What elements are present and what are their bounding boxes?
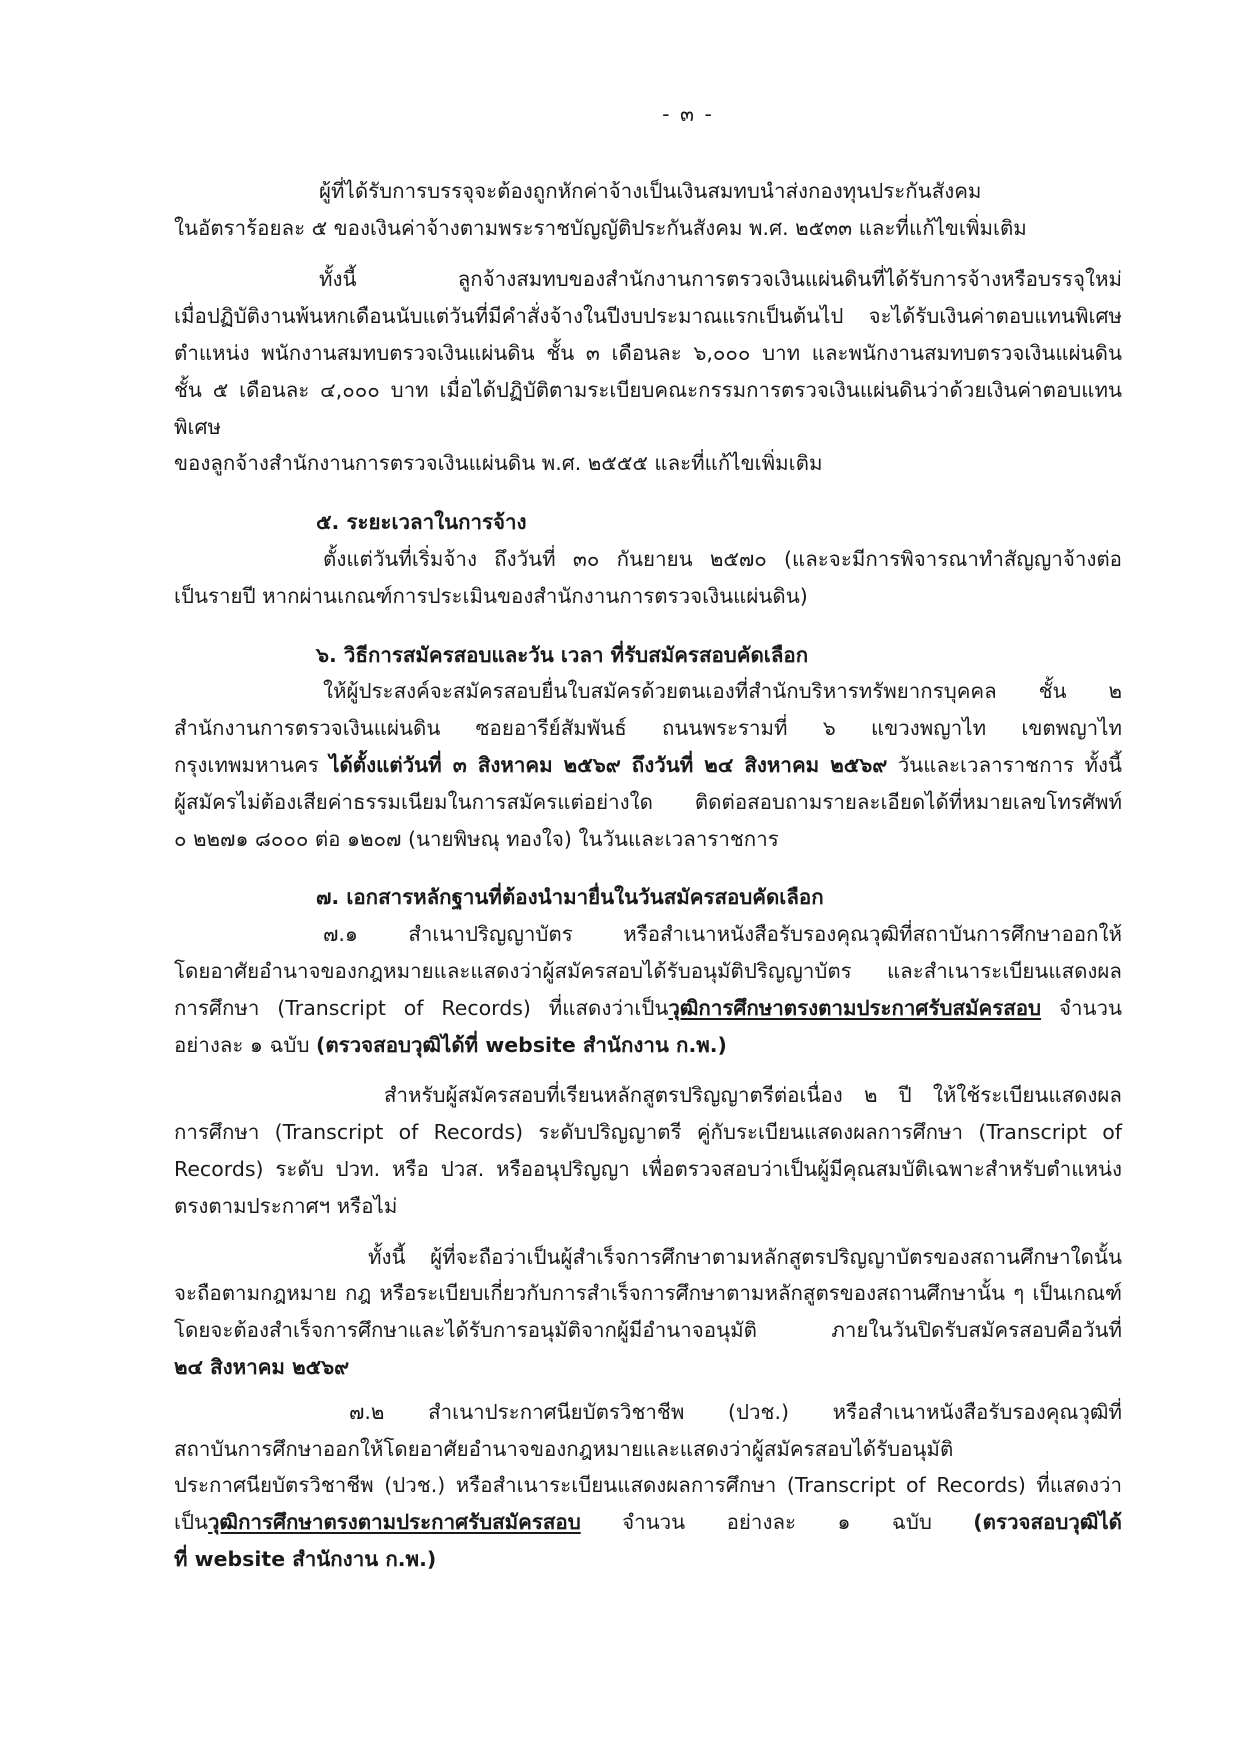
text-span: จำนวน — [1041, 995, 1122, 1020]
text-line — [174, 1504, 1122, 1541]
text-line: ทั้งนี้ ผู้ที่จะถือว่าเป็นผู้สำเร็จการศึกษาตามหลักสูตรปริญญาบัตรของสถานศึกษาใดนั้น — [368, 1244, 1122, 1269]
text-line — [174, 747, 1122, 784]
text-line: Records) ระดับ ปวท. หรือ ปวส. หรืออนุปริญญา เพื่อตรวจสอบว่าเป็นผู้มีคุณสมบัติเฉพาะสำหรับตำแหน่ง — [174, 1156, 1122, 1181]
text-line: เป็นรายปี หากผ่านเกณฑ์การประเมินของสำนักงานการตรวจเงินแผ่นดิน) — [174, 583, 808, 608]
verification-note: (ตรวจสอบวุฒิได้ที่ website สำนักงาน ก.พ.) — [315, 1032, 727, 1057]
qualification-emphasis: วุฒิการศึกษาตรงตามประกาศรับสมัครสอบ — [668, 995, 1042, 1020]
text-line: ผู้สมัครไม่ต้องเสียค่าธรรมเนียมในการสมัครแต่อย่างใด ติดต่อสอบถามรายละเอียดได้ที่หมายเลขโทรศัพท์ — [174, 789, 1122, 814]
item-7-2 — [174, 1394, 1122, 1578]
section-5-employment-period — [174, 504, 1122, 614]
text-line: ให้ผู้ประสงค์จะสมัครสอบยื่นใบสมัครด้วยตนเองที่สำนักบริหารทรัพยากรบุคคล ชั้น ๒ — [323, 679, 1122, 704]
text-line: ๗.๒ สำเนาประกาศนียบัตรวิชาชีพ (ปวช.) หรือสำเนาหนังสือรับรองคุณวุฒิที่ — [349, 1399, 1122, 1424]
text-span: เป็น — [174, 1510, 209, 1535]
text-span: จำนวน อย่างละ ๑ ฉบับ — [580, 1510, 974, 1535]
verification-note: (ตรวจสอบวุฒิได้ — [973, 1510, 1122, 1535]
text-line: ประกาศนียบัตรวิชาชีพ (ปวช.) หรือสำเนาระเบียนแสดงผลการศึกษา (Transcript of Records) ที่แสดงว่า — [174, 1473, 1122, 1498]
section-heading: ๖. วิธีการสมัครสอบและวัน เวลา ที่รับสมัครสอบคัดเลือก — [316, 642, 809, 667]
closing-date: ๒๔ สิงหาคม ๒๕๖๙ — [174, 1354, 350, 1379]
qualification-emphasis: วุฒิการศึกษาตรงตามประกาศรับสมัครสอบ — [208, 1510, 581, 1535]
text-line: สำหรับผู้สมัครสอบที่เรียนหลักสูตรปริญญาตรีต่อเนื่อง ๒ ปี ให้ใช้ระเบียนแสดงผล — [384, 1083, 1122, 1108]
text-line: ทั้งนี้ ลูกจ้างสมทบของสำนักงานการตรวจเงินแผ่นดินที่ได้รับการจ้างหรือบรรจุใหม่ — [319, 267, 1122, 292]
text-line: ตำแหน่ง พนักงานสมทบตรวจเงินแผ่นดิน ชั้น ๓ เดือนละ ๖,๐๐๐ บาท และพนักงานสมทบตรวจเงินแผ่นดิน — [174, 340, 1122, 365]
graduation-rule-paragraph — [174, 1239, 1122, 1386]
text-line: ของลูกจ้างสำนักงานการตรวจเงินแผ่นดิน พ.ศ. ๒๕๕๕ และที่แก้ไขเพิ่มเติม — [174, 451, 823, 476]
text-span: อย่างละ ๑ ฉบับ — [174, 1032, 316, 1057]
section-heading: ๕. ระยะเวลาในการจ้าง — [316, 510, 527, 535]
text-line: ๗.๑ สำเนาปริญญาบัตร หรือสำเนาหนังสือรับรองคุณวุฒิที่สถาบันการศึกษาออกให้ — [323, 922, 1122, 947]
section-7-required-documents — [174, 879, 1122, 1577]
text-line — [174, 990, 1122, 1027]
text-line: สถาบันการศึกษาออกให้โดยอาศัยอำนาจของกฎหมายและแสดงว่าผู้สมัครสอบได้รับอนุมัติ — [174, 1436, 954, 1461]
page-number: - ๓ - — [662, 102, 714, 126]
section-6-application-method — [174, 637, 1122, 858]
text-line: ตรงตามประกาศฯ หรือไม่ — [174, 1193, 398, 1218]
text-line: เมื่อปฏิบัติงานพ้นหกเดือนนับแต่วันที่มีคำสั่งจ้างในปีงบประมาณแรกเป็นต้นไป จะได้รับเงินค่าตอบแทนพิเศษ — [174, 304, 1122, 329]
application-period: ได้ตั้งแต่วันที่ ๓ สิงหาคม ๒๕๖๙ ถึงวันที่ ๒๔ สิงหาคม ๒๕๖๙ — [329, 752, 888, 777]
text-line: ชั้น ๕ เดือนละ ๔,๐๐๐ บาท เมื่อได้ปฏิบัติตามระเบียบคณะกรรมการตรวจเงินแผ่นดินว่าด้วยเงินค่าตอบแทนพิเศษ — [174, 377, 1122, 439]
special-pay-paragraph — [174, 261, 1122, 482]
verification-note-continued: ที่ website สำนักงาน ก.พ.) — [174, 1546, 437, 1571]
text-line — [174, 1027, 1122, 1064]
text-span: การศึกษา (Transcript of Records) ที่แสดงว่าเป็น — [174, 995, 669, 1020]
text-line: การศึกษา (Transcript of Records) ระดับปริญญาตรี คู่กับระเบียนแสดงผลการศึกษา (Transcript of — [174, 1120, 1122, 1145]
item-7-1 — [174, 916, 1122, 1063]
text-span: วันและเวลาราชการ ทั้งนี้ — [887, 752, 1122, 777]
text-line: โดยอาศัยอำนาจของกฎหมายและแสดงว่าผู้สมัครสอบได้รับอนุมัติปริญญาบัตร และสำเนาระเบียนแสดงผล — [174, 958, 1122, 983]
text-line: ตั้งแต่วันที่เริ่มจ้าง ถึงวันที่ ๓๐ กันยายน ๒๕๗๐ (และจะมีการพิจารณาทำสัญญาจ้างต่อ — [323, 546, 1122, 571]
contact-phone-line: ๐ ๒๒๗๑ ๘๐๐๐ ต่อ ๑๒๐๗ (นายพิษณุ ทองใจ) ในวันและเวลาราชการ — [174, 826, 779, 851]
text-line: สำนักงานการตรวจเงินแผ่นดิน ซอยอารีย์สัมพันธ์ ถนนพระรามที่ ๖ แขวงพญาไท เขตพญาไท — [174, 716, 1122, 741]
continuing-program-paragraph — [174, 1077, 1122, 1224]
text-line: โดยจะต้องสำเร็จการศึกษาและได้รับการอนุมัติจากผู้มีอำนาจอนุมัติ ภายในวันปิดรับสมัครสอบคือวันที่ — [174, 1318, 1122, 1343]
text-line: จะถือตามกฎหมาย กฎ หรือระเบียบเกี่ยวกับการสำเร็จการศึกษาตามหลักสูตรของสถานศึกษานั้น ๆ เป็นเกณฑ์ — [174, 1281, 1122, 1306]
text-span: กรุงเทพมหานคร — [174, 752, 330, 777]
section-heading: ๗. เอกสารหลักฐานที่ต้องนำมายื่นในวันสมัครสอบคัดเลือก — [316, 885, 824, 910]
social-security-paragraph — [174, 173, 1122, 247]
text-line: ในอัตราร้อยละ ๕ ของเงินค่าจ้างตามพระราชบัญญัติประกันสังคม พ.ศ. ๒๕๓๓ และที่แก้ไขเพิ่มเติม — [174, 215, 1027, 240]
text-line: ผู้ที่ได้รับการบรรจุจะต้องถูกหักค่าจ้างเป็นเงินสมทบนำส่งกองทุนประกันสังคม — [319, 178, 982, 203]
